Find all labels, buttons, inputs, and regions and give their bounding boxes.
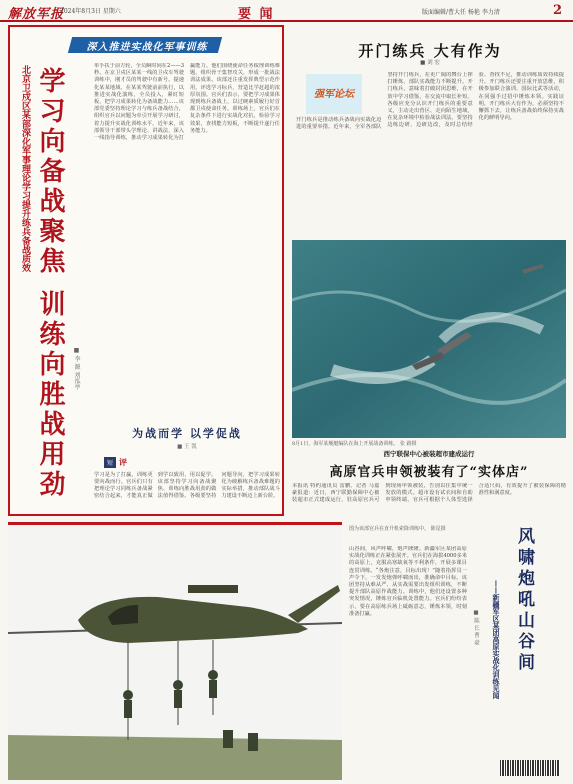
editors-line: 版面编辑/曹大任 杨艳 李力清 bbox=[422, 9, 500, 16]
navy-ships-photo[interactable] bbox=[292, 240, 566, 438]
report-body: 单手扶于前方轮，全员瞬时间在2——3秒。在京卫戍区某某一线的卫戍车驾驶训练中，刚才员的驾驶中有新号。提速化某某地域、在某某驾驶前前执行，以推进实战化演练，全员投入，紧盯短板，把学习成果转化为备战能力……该部党委坚持理论学习与练兵备战结合，组织官兵以问题为牵引开展学习研讨，着力提升实战化训练水平。近年来，该部领导干部带头学理论、讲战法，深入一线指导训练，推动学习成果转化为打赢能力。他们围绕使命任务梳理训练难题，组织骨干集智攻关，形成一批战法训法成果。该部还注重发挥典型示范作用，评选学习标兵，营造比学赶超的浓厚氛围。官兵们表示，要把学习成果体现到练兵备战上，以过硬素质履行好首都卫戍使命任务。训练场上，官兵们在复杂条件下进行实战化对抗，检验学习效果，查找能力短板，不断提升遂行任务能力。 bbox=[94, 63, 280, 142]
short-commentary-body: 学习是为了打赢，训练更要向战而行。官兵们只有把理论学习同练兵备战紧密结合起来，才能真正做到学以致用、用以促学。该部坚持学习向备战聚焦、训练向胜战用劲的做法值得借鉴。各级要坚持问题导向，把学习成果转化为破解练兵备战难题的实际举措，推动部队战斗力建设不断迈上新台阶。 bbox=[94, 472, 280, 499]
helicopter-rappel-image bbox=[8, 525, 342, 780]
commentary-body bbox=[296, 72, 564, 233]
short-commentary-tag: 短 bbox=[104, 457, 116, 468]
short-commentary-byline: ■ 王 凯 bbox=[177, 444, 197, 450]
forum-badge: 强军论坛 bbox=[314, 89, 354, 100]
issue-date: 2024年8月3日 星期六 bbox=[60, 8, 121, 15]
page-number: 2 bbox=[553, 3, 563, 18]
special-banner: 深入推进实战化军事训练 bbox=[86, 42, 208, 53]
feature-byline: ■ 陈 长 曹 豪 bbox=[473, 610, 479, 645]
news-body: 本报讯 特约通讯员 雷鹏、记者 马嘉豪报道：近日，西宁联勤保障中心被装超市正式建成运行，驻高原官兵可到现场申领被装，告别以往集中统一发放的模式。超市设有试衣间和自助申领终端，官兵可根据个人体型选择合适尺码，有效提升了被装保障的精准性和满意度。 bbox=[292, 483, 566, 503]
badge-spacer bbox=[296, 72, 366, 117]
feature-title[interactable]: 风啸炮吼山谷间 bbox=[514, 527, 534, 674]
report-byline: ■ 李 源 刘泓亭 bbox=[73, 347, 80, 390]
barcode-graphic bbox=[500, 760, 560, 776]
sea-ships-image bbox=[292, 240, 566, 438]
commentary-title[interactable]: 开门练兵 大有作为 bbox=[358, 42, 502, 60]
feature-body: 山谷间，风声呼啸，炮声隆隆。新疆军区某团高原实战化训练正在紧张展开。官兵们在海拔4000多米的高原上，克服高寒缺氧等不利条件，开展多课目连贯训练。“各炮注意，目标出现！”随着指挥员一声令下，一发发炮弹呼啸而出，准确命中目标。该团坚持从难从严、从实战需要出发组织训练，不断提升部队高原作战能力。训练中，他们还设置多种突发情况，锤炼官兵临机处置能力。官兵们纷纷表示，要在高原练兵场上砥砺意志，锤炼本领，时刻准备打赢。 bbox=[349, 546, 467, 617]
short-commentary-tag-title: 评 bbox=[119, 457, 128, 467]
news-kicker: 西宁联保中心被装超市建成运行 bbox=[383, 450, 475, 458]
navy-photo-caption: 8月1日，海军某舰艇编队在海上开展战备训练。 张 路摄 bbox=[292, 441, 417, 447]
section-title: 要 闻 bbox=[238, 7, 275, 22]
page-header bbox=[0, 0, 573, 22]
report-side-heading: 北京卫戍区某部深化军事理论学习提升练兵备战质效 bbox=[20, 65, 30, 272]
commentary-subbox bbox=[94, 425, 280, 511]
news-title[interactable]: 高原官兵申领被装有了“实体店” bbox=[329, 465, 529, 480]
helicopter-photo[interactable] bbox=[8, 522, 342, 780]
commentary-text: 开门练兵是推动练兵备战向实战化迈进的重要举措。近年来，全军各部队坚持开门练兵，在更广阔的舞台上摔打锤炼，部队实战能力不断提升。开门练兵，意味着打破封闭思维，在开放中学习借鉴，在交流中取长补短。各级应充分认识开门练兵的重要意义，主动走出营区、走向陌生地域，在复杂环境中检验战法训法。要坚持边练边研、边研边改，及时总结经验、查找不足，推动训练质效持续提升。开门练兵还要注重开放思维，积极参加联合演训、国际比武等活动，在同强手过招中锤炼本领。实践证明，开门练兵大有作为，必须坚持不懈抓下去，让练兵备战始终保持实战化的鲜明导向。 bbox=[296, 72, 564, 131]
feature-subtitle: ——新疆军区某团高原实战化训练见闻 bbox=[492, 580, 501, 699]
helicopter-photo-caption: 图为该部官兵在直升机索降训练中。 陈星摄 bbox=[349, 526, 446, 532]
report-title[interactable]: 学习向备战聚焦 训练向胜战用劲 bbox=[35, 67, 65, 501]
commentary-byline: ■ 刘 宏 bbox=[420, 60, 440, 66]
short-commentary-title[interactable]: 为战而学 以学促战 bbox=[132, 427, 242, 440]
special-report-box bbox=[8, 25, 284, 516]
newspaper-masthead: 解放军报 bbox=[8, 7, 65, 22]
